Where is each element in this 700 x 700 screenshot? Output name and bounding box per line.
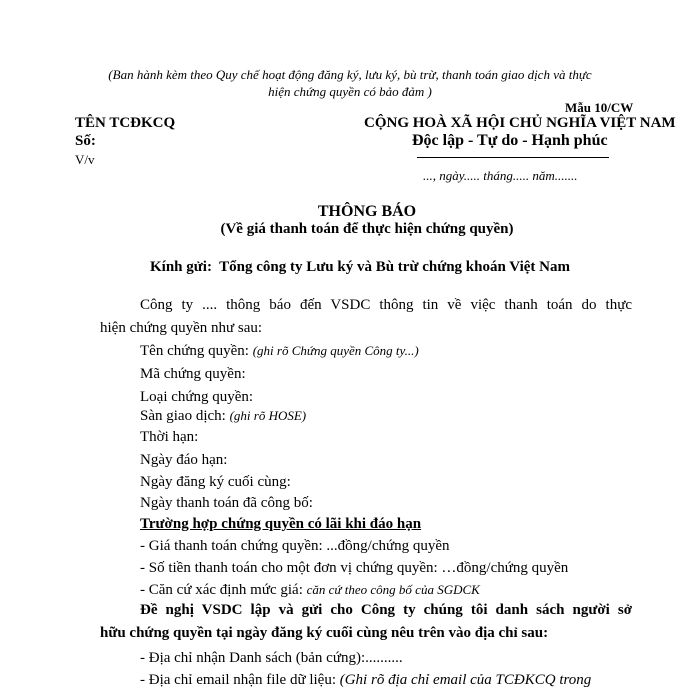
org-name: TÊN TCĐKCQ	[75, 115, 176, 131]
profit-case-amount: - Số tiền thanh toán cho một đơn vị chứng quyền: …đồng/chứng quyền	[140, 560, 569, 576]
payment-date-label: Ngày thanh toán đã công bố:	[140, 495, 313, 511]
subject-label: V/v	[75, 152, 95, 167]
record-date-label: Ngày đăng ký cuối cùng:	[140, 474, 291, 490]
form-code: Mẫu 10/CW	[565, 100, 634, 115]
warrant-name-label: Tên chứng quyền:	[140, 343, 249, 359]
address-email-hint: (Ghi rõ địa chỉ email của TCĐKCQ trong	[339, 672, 592, 688]
address-hardcopy: - Địa chỉ nhận Danh sách (bản cứng):..........	[140, 650, 403, 666]
warrant-name-hint: (ghi rõ Chứng quyền Công ty...)	[252, 343, 419, 358]
profit-case-basis	[140, 582, 480, 599]
profit-case-heading: Trường hợp chứng quyền có lãi khi đáo hạn	[140, 516, 422, 532]
exchange-hint: (ghi rõ HOSE)	[229, 408, 307, 423]
term-label: Thời hạn:	[140, 429, 199, 445]
request-line1: Đề nghị VSDC lập và gửi cho Công ty chúng tôi danh sách người sở	[140, 602, 632, 618]
exchange-label: Sàn giao dịch:	[140, 408, 226, 424]
warrant-type-label: Loại chứng quyền:	[140, 389, 254, 405]
profit-case-price: - Giá thanh toán chứng quyền: ...đồng/chứng quyền	[140, 538, 450, 554]
recipient-name: Tổng công ty Lưu ký và Bù trừ chứng khoán Việt Nam	[219, 259, 570, 275]
document-subtitle: (Về giá thanh toán để thực hiện chứng quyền)	[220, 221, 514, 237]
intro-line2: hiện chứng quyền như sau:	[100, 320, 263, 336]
address-email-label: - Địa chỉ email nhận file dữ liệu:	[140, 672, 336, 688]
exchange-field	[140, 408, 306, 425]
number-label: Số:	[75, 133, 96, 149]
warrant-code-label: Mã chứng quyền:	[140, 366, 246, 382]
motto-underline	[417, 157, 609, 158]
date-line: ..., ngày..... tháng..... năm.......	[423, 168, 578, 183]
document-title: THÔNG BÁO	[317, 203, 417, 220]
intro-line1: Công ty .... thông báo đến VSDC thông tin về việc thanh toán do thực	[140, 297, 632, 313]
recipient-line	[150, 259, 570, 276]
motto: Độc lập - Tự do - Hạnh phúc	[412, 132, 608, 149]
basis-hint: căn cứ theo công bố của SGDCK	[306, 582, 480, 597]
recipient-label: Kính gửi:	[150, 259, 212, 275]
request-line2: hữu chứng quyền tại ngày đăng ký cuối cùng nêu trên vào địa chỉ sau:	[100, 625, 549, 641]
maturity-label: Ngày đáo hạn:	[140, 452, 228, 468]
basis-label: - Căn cứ xác định mức giá:	[140, 582, 303, 598]
warrant-name-field	[140, 343, 419, 360]
address-email-line	[140, 672, 632, 689]
country-name: CỘNG HOÀ XÃ HỘI CHỦ NGHĨA VIỆT NAM	[364, 115, 676, 131]
issued-note-line1: (Ban hành kèm theo Quy chế hoạt động đăng ký, lưu ký, bù trừ, thanh toán giao dịch và thực	[108, 67, 592, 82]
issued-note-line2: hiện chứng quyền có bảo đảm )	[268, 84, 432, 99]
